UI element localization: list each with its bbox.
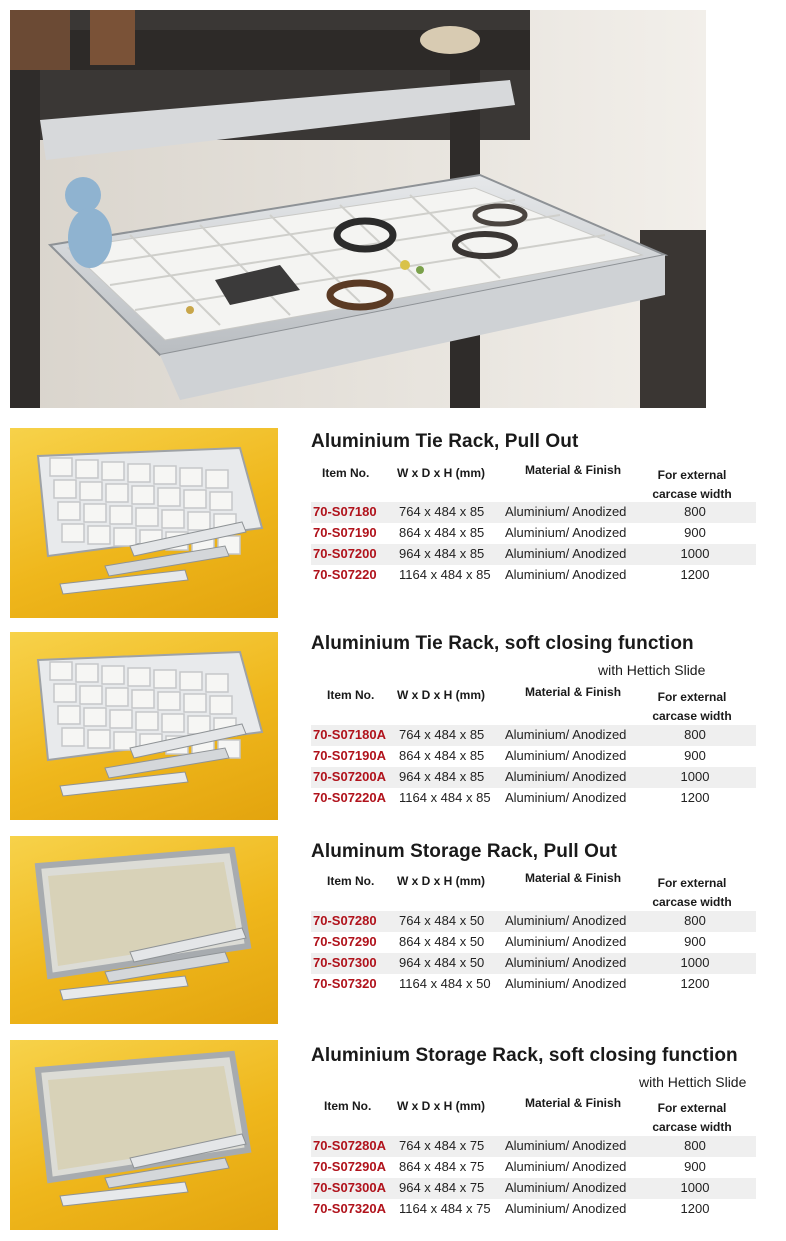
product-thumbnail [10,836,278,1024]
cell-carcase-width: 1200 [680,567,710,582]
cell-item-code: 70-S07300 [313,955,377,970]
header-item-no: Item No. [327,688,375,702]
cell-carcase-width: 1200 [680,1201,710,1216]
cell-dimensions: 864 x 484 x 85 [399,525,485,540]
cell-item-code: 70-S07190 [313,525,377,540]
table-row [311,1136,756,1157]
cell-carcase-width: 900 [684,934,706,949]
section-subtitle: with Hettich Slide [598,662,706,678]
table-row [311,788,756,809]
cell-material: Aluminium/ Anodized [505,748,627,763]
header-width-line1: For external [657,468,727,482]
header-width-line2: carcase width [652,1120,732,1134]
cell-dimensions: 964 x 484 x 75 [399,1180,485,1195]
header-width-line2: carcase width [652,487,732,501]
cell-item-code: 70-S07300A [313,1180,386,1195]
cell-dimensions: 764 x 484 x 50 [399,913,485,928]
table-row [311,1199,756,1220]
cell-carcase-width: 800 [684,1138,706,1153]
cell-item-code: 70-S07290A [313,1159,386,1174]
cell-item-code: 70-S07220 [313,567,377,582]
drawer-photo-icon [10,10,706,408]
tray-icon [10,632,278,820]
cell-dimensions: 964 x 484 x 85 [399,769,485,784]
cell-carcase-width: 900 [684,525,706,540]
header-carcase-width [637,874,747,912]
cell-item-code: 70-S07200A [313,769,386,784]
cell-item-code: 70-S07200 [313,546,377,561]
tray-icon [10,428,278,618]
header-width-line1: For external [657,1101,727,1115]
header-material: Material & Finish [525,871,622,885]
product-thumbnail [10,428,278,618]
cell-material: Aluminium/ Anodized [505,934,627,949]
cell-material: Aluminium/ Anodized [505,1180,627,1195]
cell-dimensions: 964 x 484 x 50 [399,955,485,970]
cell-material: Aluminium/ Anodized [505,567,627,582]
table-row [311,932,756,953]
cell-material: Aluminium/ Anodized [505,727,627,742]
cell-dimensions: 1164 x 484 x 75 [399,1201,491,1216]
cell-material: Aluminium/ Anodized [505,913,627,928]
header-item-no: Item No. [322,466,370,480]
section-subtitle: with Hettich Slide [639,1074,747,1090]
table-row [311,1178,756,1199]
cell-carcase-width: 1200 [680,976,710,991]
cell-material: Aluminium/ Anodized [505,1201,627,1216]
header-width-line2: carcase width [652,709,732,723]
section-title: Aluminium Tie Rack, Pull Out [311,431,579,452]
header-dimensions: W x D x H (mm) [397,688,486,702]
cell-dimensions: 764 x 484 x 75 [399,1138,485,1153]
cell-material: Aluminium/ Anodized [505,1159,627,1174]
header-dimensions: W x D x H (mm) [397,466,486,480]
cell-material: Aluminium/ Anodized [505,976,627,991]
header-width-line1: For external [657,876,727,890]
cell-carcase-width: 1000 [680,769,710,784]
cell-material: Aluminium/ Anodized [505,769,627,784]
cell-material: Aluminium/ Anodized [505,955,627,970]
table-row [311,953,756,974]
cell-item-code: 70-S07280 [313,913,377,928]
header-carcase-width [637,688,747,726]
table-row [311,502,756,523]
cell-material: Aluminium/ Anodized [505,525,627,540]
table-row [311,1157,756,1178]
cell-item-code: 70-S07190A [313,748,386,763]
cell-item-code: 70-S07220A [313,790,386,805]
header-carcase-width [637,466,747,504]
product-thumbnail [10,1040,278,1230]
cell-carcase-width: 900 [684,748,706,763]
cell-carcase-width: 1000 [680,546,710,561]
header-width-line1: For external [657,690,727,704]
cell-material: Aluminium/ Anodized [505,1138,627,1153]
table-row [311,565,756,586]
cell-carcase-width: 900 [684,1159,706,1174]
cell-dimensions: 1164 x 484 x 85 [399,567,491,582]
cell-item-code: 70-S07180A [313,727,386,742]
header-dimensions: W x D x H (mm) [397,874,486,888]
cell-material: Aluminium/ Anodized [505,790,627,805]
cell-dimensions: 1164 x 484 x 85 [399,790,491,805]
hero-photo [10,10,706,408]
cell-material: Aluminium/ Anodized [505,504,627,519]
cell-carcase-width: 800 [684,504,706,519]
cell-dimensions: 864 x 484 x 75 [399,1159,485,1174]
cell-dimensions: 964 x 484 x 85 [399,546,485,561]
cell-dimensions: 864 x 484 x 50 [399,934,485,949]
cell-item-code: 70-S07180 [313,504,377,519]
cell-carcase-width: 800 [684,727,706,742]
section-title: Aluminium Storage Rack, soft closing function [311,1045,738,1066]
cell-item-code: 70-S07320 [313,976,377,991]
table-row [311,911,756,932]
table-row [311,746,756,767]
header-item-no: Item No. [324,1099,372,1113]
header-item-no: Item No. [327,874,375,888]
header-carcase-width [637,1099,747,1137]
cell-dimensions: 764 x 484 x 85 [399,727,485,742]
tray-icon [10,836,278,1024]
table-row [311,523,756,544]
tray-icon [10,1040,278,1230]
cell-dimensions: 864 x 484 x 85 [399,748,485,763]
section-title: Aluminum Storage Rack, Pull Out [311,841,618,862]
cell-carcase-width: 1000 [680,1180,710,1195]
header-width-line2: carcase width [652,895,732,909]
table-row [311,767,756,788]
cell-item-code: 70-S07320A [313,1201,386,1216]
header-material: Material & Finish [525,685,622,699]
header-material: Material & Finish [525,463,622,477]
section-title: Aluminium Tie Rack, soft closing function [311,633,694,654]
table-row [311,725,756,746]
cell-dimensions: 1164 x 484 x 50 [399,976,491,991]
cell-carcase-width: 1200 [680,790,710,805]
cell-material: Aluminium/ Anodized [505,546,627,561]
header-material: Material & Finish [525,1096,622,1110]
cell-item-code: 70-S07280A [313,1138,386,1153]
table-row [311,974,756,995]
cell-dimensions: 764 x 484 x 85 [399,504,485,519]
header-dimensions: W x D x H (mm) [397,1099,486,1113]
cell-carcase-width: 1000 [680,955,710,970]
product-thumbnail [10,632,278,820]
cell-carcase-width: 800 [684,913,706,928]
cell-item-code: 70-S07290 [313,934,377,949]
table-row [311,544,756,565]
